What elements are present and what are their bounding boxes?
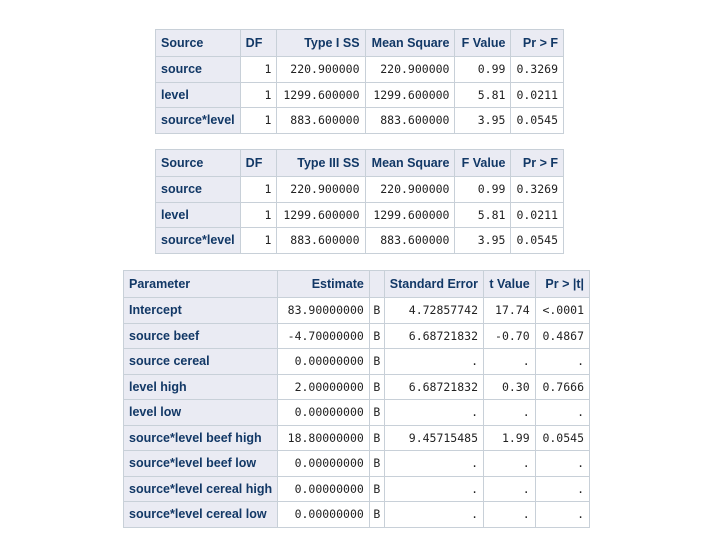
- se-cell: .: [384, 451, 483, 477]
- t-cell: .: [484, 400, 536, 426]
- row-label: Intercept: [124, 298, 278, 324]
- p-cell: 0.0211: [511, 202, 564, 228]
- p-cell: 0.4867: [535, 323, 589, 349]
- header-ss: Type I SS: [277, 30, 365, 57]
- estimate-cell: -4.70000000: [278, 323, 370, 349]
- table-row: [156, 228, 564, 254]
- table-row: [124, 298, 590, 324]
- df-cell: 1: [240, 177, 277, 203]
- estimate-cell: 2.00000000: [278, 374, 370, 400]
- estimate-cell: 0.00000000: [278, 349, 370, 375]
- header-parameter: Parameter: [124, 271, 278, 298]
- table-row: [156, 82, 564, 108]
- estimate-cell: 0.00000000: [278, 451, 370, 477]
- p-cell: 0.0211: [511, 82, 564, 108]
- p-cell: 0.7666: [535, 374, 589, 400]
- flag-cell: B: [369, 476, 384, 502]
- parameter-estimates-table: [123, 270, 590, 528]
- p-cell: .: [535, 451, 589, 477]
- row-label: source beef: [124, 323, 278, 349]
- p-cell: .: [535, 400, 589, 426]
- flag-cell: B: [369, 374, 384, 400]
- table-row: [156, 177, 564, 203]
- table-row: [124, 451, 590, 477]
- table-row: [124, 476, 590, 502]
- row-label: source*level beef high: [124, 425, 278, 451]
- row-label: level high: [124, 374, 278, 400]
- ss-cell: 883.600000: [277, 108, 365, 134]
- table-row: [124, 349, 590, 375]
- table-header-row: [156, 30, 564, 57]
- df-cell: 1: [240, 228, 277, 254]
- df-cell: 1: [240, 108, 277, 134]
- t-cell: .: [484, 476, 536, 502]
- row-label: level: [156, 202, 241, 228]
- p-cell: .: [535, 476, 589, 502]
- table-row: [156, 57, 564, 83]
- p-cell: <.0001: [535, 298, 589, 324]
- t-cell: -0.70: [484, 323, 536, 349]
- row-label: source cereal: [124, 349, 278, 375]
- flag-cell: B: [369, 323, 384, 349]
- table-row: [124, 425, 590, 451]
- f-cell: 0.99: [455, 57, 511, 83]
- header-mean-square: Mean Square: [365, 150, 455, 177]
- table-row: [124, 323, 590, 349]
- p-cell: 0.0545: [535, 425, 589, 451]
- row-label: source*level cereal high: [124, 476, 278, 502]
- table-row: [124, 400, 590, 426]
- table-header-row: [124, 271, 590, 298]
- row-label: source*level beef low: [124, 451, 278, 477]
- t-cell: 1.99: [484, 425, 536, 451]
- ss-cell: 1299.600000: [277, 82, 365, 108]
- se-cell: .: [384, 400, 483, 426]
- ss-cell: 220.900000: [277, 177, 365, 203]
- p-cell: 0.3269: [511, 57, 564, 83]
- flag-cell: B: [369, 349, 384, 375]
- df-cell: 1: [240, 57, 277, 83]
- flag-cell: B: [369, 451, 384, 477]
- t-cell: .: [484, 451, 536, 477]
- se-cell: 6.68721832: [384, 374, 483, 400]
- header-source: Source: [156, 150, 241, 177]
- row-label: source*level: [156, 108, 241, 134]
- f-cell: 3.95: [455, 108, 511, 134]
- ss-cell: 883.600000: [277, 228, 365, 254]
- type3-ss-table: [155, 149, 564, 254]
- t-cell: .: [484, 349, 536, 375]
- se-cell: .: [384, 476, 483, 502]
- t-cell: 17.74: [484, 298, 536, 324]
- row-label: level low: [124, 400, 278, 426]
- header-f-value: F Value: [455, 30, 511, 57]
- table-row: [124, 502, 590, 528]
- header-f-value: F Value: [455, 150, 511, 177]
- p-cell: 0.0545: [511, 228, 564, 254]
- ss-cell: 220.900000: [277, 57, 365, 83]
- f-cell: 3.95: [455, 228, 511, 254]
- row-label: source*level: [156, 228, 241, 254]
- estimate-cell: 0.00000000: [278, 502, 370, 528]
- flag-cell: B: [369, 425, 384, 451]
- df-cell: 1: [240, 202, 277, 228]
- ms-cell: 220.900000: [365, 57, 455, 83]
- se-cell: 6.68721832: [384, 323, 483, 349]
- se-cell: 4.72857742: [384, 298, 483, 324]
- table-row: [156, 202, 564, 228]
- ms-cell: 883.600000: [365, 108, 455, 134]
- row-label: level: [156, 82, 241, 108]
- estimate-cell: 0.00000000: [278, 476, 370, 502]
- ms-cell: 883.600000: [365, 228, 455, 254]
- flag-cell: B: [369, 400, 384, 426]
- header-estimate: Estimate: [278, 271, 370, 298]
- header-df: DF: [240, 150, 277, 177]
- ms-cell: 1299.600000: [365, 202, 455, 228]
- table-row: [124, 374, 590, 400]
- f-cell: 5.81: [455, 82, 511, 108]
- type1-ss-table: [155, 29, 564, 134]
- ss-cell: 1299.600000: [277, 202, 365, 228]
- row-label: source: [156, 57, 241, 83]
- p-cell: .: [535, 502, 589, 528]
- se-cell: .: [384, 349, 483, 375]
- ms-cell: 220.900000: [365, 177, 455, 203]
- header-df: DF: [240, 30, 277, 57]
- table-header-row: [156, 150, 564, 177]
- ms-cell: 1299.600000: [365, 82, 455, 108]
- flag-cell: B: [369, 502, 384, 528]
- flag-cell: B: [369, 298, 384, 324]
- f-cell: 5.81: [455, 202, 511, 228]
- table-row: [156, 108, 564, 134]
- p-cell: 0.3269: [511, 177, 564, 203]
- header-pr-t: Pr > |t|: [535, 271, 589, 298]
- header-t-value: t Value: [484, 271, 536, 298]
- header-pr-f: Pr > F: [511, 30, 564, 57]
- se-cell: .: [384, 502, 483, 528]
- header-flag: [369, 271, 384, 298]
- estimate-cell: 18.80000000: [278, 425, 370, 451]
- header-source: Source: [156, 30, 241, 57]
- f-cell: 0.99: [455, 177, 511, 203]
- t-cell: 0.30: [484, 374, 536, 400]
- p-cell: .: [535, 349, 589, 375]
- header-standard-error: Standard Error: [384, 271, 483, 298]
- p-cell: 0.0545: [511, 108, 564, 134]
- se-cell: 9.45715485: [384, 425, 483, 451]
- header-mean-square: Mean Square: [365, 30, 455, 57]
- row-label: source*level cereal low: [124, 502, 278, 528]
- header-pr-f: Pr > F: [511, 150, 564, 177]
- row-label: source: [156, 177, 241, 203]
- df-cell: 1: [240, 82, 277, 108]
- t-cell: .: [484, 502, 536, 528]
- estimate-cell: 83.90000000: [278, 298, 370, 324]
- estimate-cell: 0.00000000: [278, 400, 370, 426]
- header-ss: Type III SS: [277, 150, 365, 177]
